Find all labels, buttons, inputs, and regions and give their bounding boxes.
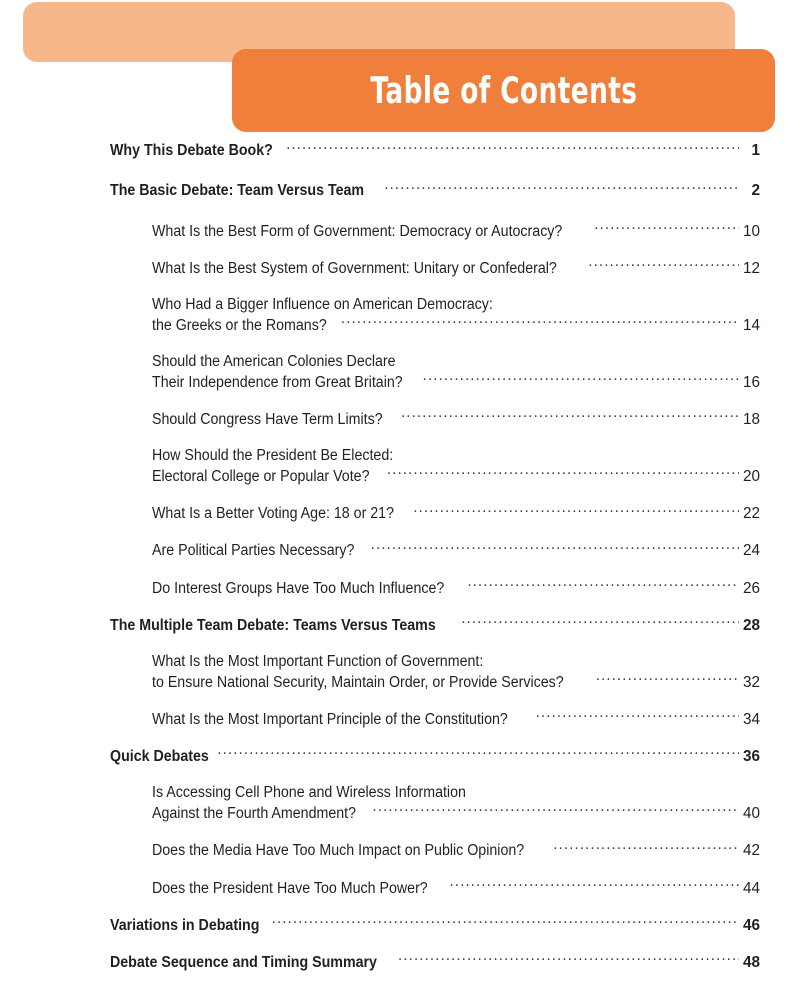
toc-dot-leader [423,372,739,387]
toc-dot-leader [594,220,739,235]
toc-entry-line-final [152,840,760,861]
toc-entry-line-final [152,220,760,241]
toc-entry-title: Quick Debates [110,748,209,766]
toc-page-number: 10 [742,222,760,240]
toc-entry-title: What Is the Best Form of Government: Democracy or Autocracy? [152,222,563,240]
toc-dot-leader [217,746,739,761]
toc-entry-line [152,352,760,372]
toc-entry-line-final [152,409,760,430]
toc-page-number: 20 [742,468,760,486]
toc-entry-title: What Is the Most Important Principle of the Constitution? [152,711,508,729]
toc-entry-line-final [110,952,760,973]
toc-page-number: 1 [751,142,760,160]
toc-entry-title: Their Independence from Great Britain? [152,373,403,391]
toc-entry[interactable] [0,709,794,730]
toc-entry[interactable] [0,180,794,201]
toc-dot-leader [413,503,739,518]
toc-dot-leader [449,877,739,892]
toc-page-number: 42 [742,842,760,860]
toc-dot-leader [384,180,739,195]
table-of-contents-list [0,140,794,973]
toc-entry[interactable] [0,220,794,241]
toc-entry[interactable] [0,352,794,393]
toc-entry-title: Is Accessing Cell Phone and Wireless Information [152,784,466,802]
toc-entry-line-final [152,803,760,824]
toc-dot-leader [461,615,739,630]
toc-entry[interactable] [0,295,794,336]
toc-entry-line-final [152,466,760,487]
toc-entry-title: Does the Media Have Too Much Impact on Public Opinion? [152,842,525,860]
toc-entry[interactable] [0,258,794,279]
toc-entry-title: Should Congress Have Term Limits? [152,411,383,429]
toc-dot-leader [371,540,739,555]
toc-page-number: 34 [742,711,760,729]
toc-entry[interactable] [0,503,794,524]
toc-entry-line-final [152,503,760,524]
toc-dot-leader [401,409,739,424]
toc-page-number: 28 [742,616,760,634]
toc-dot-leader [467,577,739,592]
toc-entry-title: Who Had a Bigger Influence on American Democracy: [152,295,493,313]
page-header [0,0,794,140]
toc-entry-title: What Is the Best System of Government: Unitary or Confederal? [152,259,557,277]
toc-entry-line-final [152,315,760,336]
toc-entry-title: Does the President Have Too Much Power? [152,879,428,897]
page-title: Table of Contents [369,69,638,112]
header-title-banner [232,49,775,132]
toc-entry-line-final [152,258,760,279]
toc-entry-line-final [152,372,760,393]
toc-page-number: 26 [742,579,760,597]
toc-page-number: 14 [742,316,760,334]
toc-entry[interactable] [0,615,794,636]
toc-entry-title: What Is the Most Important Function of Government: [152,652,484,670]
toc-entry-title: Why This Debate Book? [110,142,273,160]
toc-dot-leader [553,840,739,855]
toc-entry[interactable] [0,409,794,430]
toc-entry[interactable] [0,652,794,693]
toc-entry-line [152,446,760,466]
toc-entry-line-final [110,180,760,201]
toc-entry[interactable] [0,577,794,598]
toc-entry-line [152,783,760,803]
toc-entry-line-final [110,140,760,161]
toc-entry-title: Do Interest Groups Have Too Much Influence? [152,579,445,597]
toc-entry-title: Should the American Colonies Declare [152,352,396,370]
toc-entry-line [152,652,760,672]
toc-page-number: 24 [742,542,760,560]
toc-page-number: 46 [742,916,760,934]
toc-page-number: 18 [742,411,760,429]
toc-entry-line-final [110,615,760,636]
toc-dot-leader [596,672,739,687]
toc-entry[interactable] [0,877,794,898]
toc-dot-leader [272,914,739,929]
toc-entry[interactable] [0,783,794,824]
toc-entry-line [152,295,760,315]
toc-page-number: 32 [742,673,760,691]
toc-page-number: 40 [742,805,760,823]
toc-entry-title: The Basic Debate: Team Versus Team [110,182,365,200]
toc-page-number: 48 [742,953,760,971]
toc-entry[interactable] [0,914,794,935]
toc-dot-leader [341,315,739,330]
toc-entry[interactable] [0,746,794,767]
toc-entry-title: How Should the President Be Elected: [152,446,394,464]
toc-entry-line-final [110,914,760,935]
toc-entry-title: Are Political Parties Necessary? [152,542,355,560]
toc-dot-leader [372,803,739,818]
toc-entry[interactable] [0,540,794,561]
toc-page-number: 36 [742,748,760,766]
toc-entry[interactable] [0,140,794,161]
toc-entry-line-final [110,746,760,767]
toc-entry-title: to Ensure National Security, Maintain Order, or Provide Services? [152,673,564,691]
toc-page-number: 12 [742,259,760,277]
toc-entry-line-final [152,540,760,561]
toc-page-number: 44 [742,879,760,897]
toc-entry-title: Electoral College or Popular Vote? [152,468,370,486]
toc-dot-leader [588,258,739,273]
toc-entry[interactable] [0,952,794,973]
toc-entry-title: Variations in Debating [110,916,260,934]
toc-entry-title: The Multiple Team Debate: Teams Versus Teams [110,616,436,634]
toc-entry-title: Against the Fourth Amendment? [152,805,357,823]
toc-dot-leader [398,952,739,967]
toc-entry-title: What Is a Better Voting Age: 18 or 21? [152,505,395,523]
toc-entry-line-final [152,672,760,693]
toc-dot-leader [387,466,739,481]
toc-page-number: 22 [742,505,760,523]
toc-entry[interactable] [0,446,794,487]
toc-entry-title: Debate Sequence and Timing Summary [110,953,377,971]
toc-entry-line-final [152,877,760,898]
toc-dot-leader [286,140,739,155]
toc-entry-line-final [152,577,760,598]
toc-dot-leader [536,709,739,724]
toc-entry-line-final [152,709,760,730]
toc-entry-title: the Greeks or the Romans? [152,316,327,334]
toc-page-number: 16 [742,373,760,391]
toc-page-number: 2 [751,182,760,200]
toc-entry[interactable] [0,840,794,861]
